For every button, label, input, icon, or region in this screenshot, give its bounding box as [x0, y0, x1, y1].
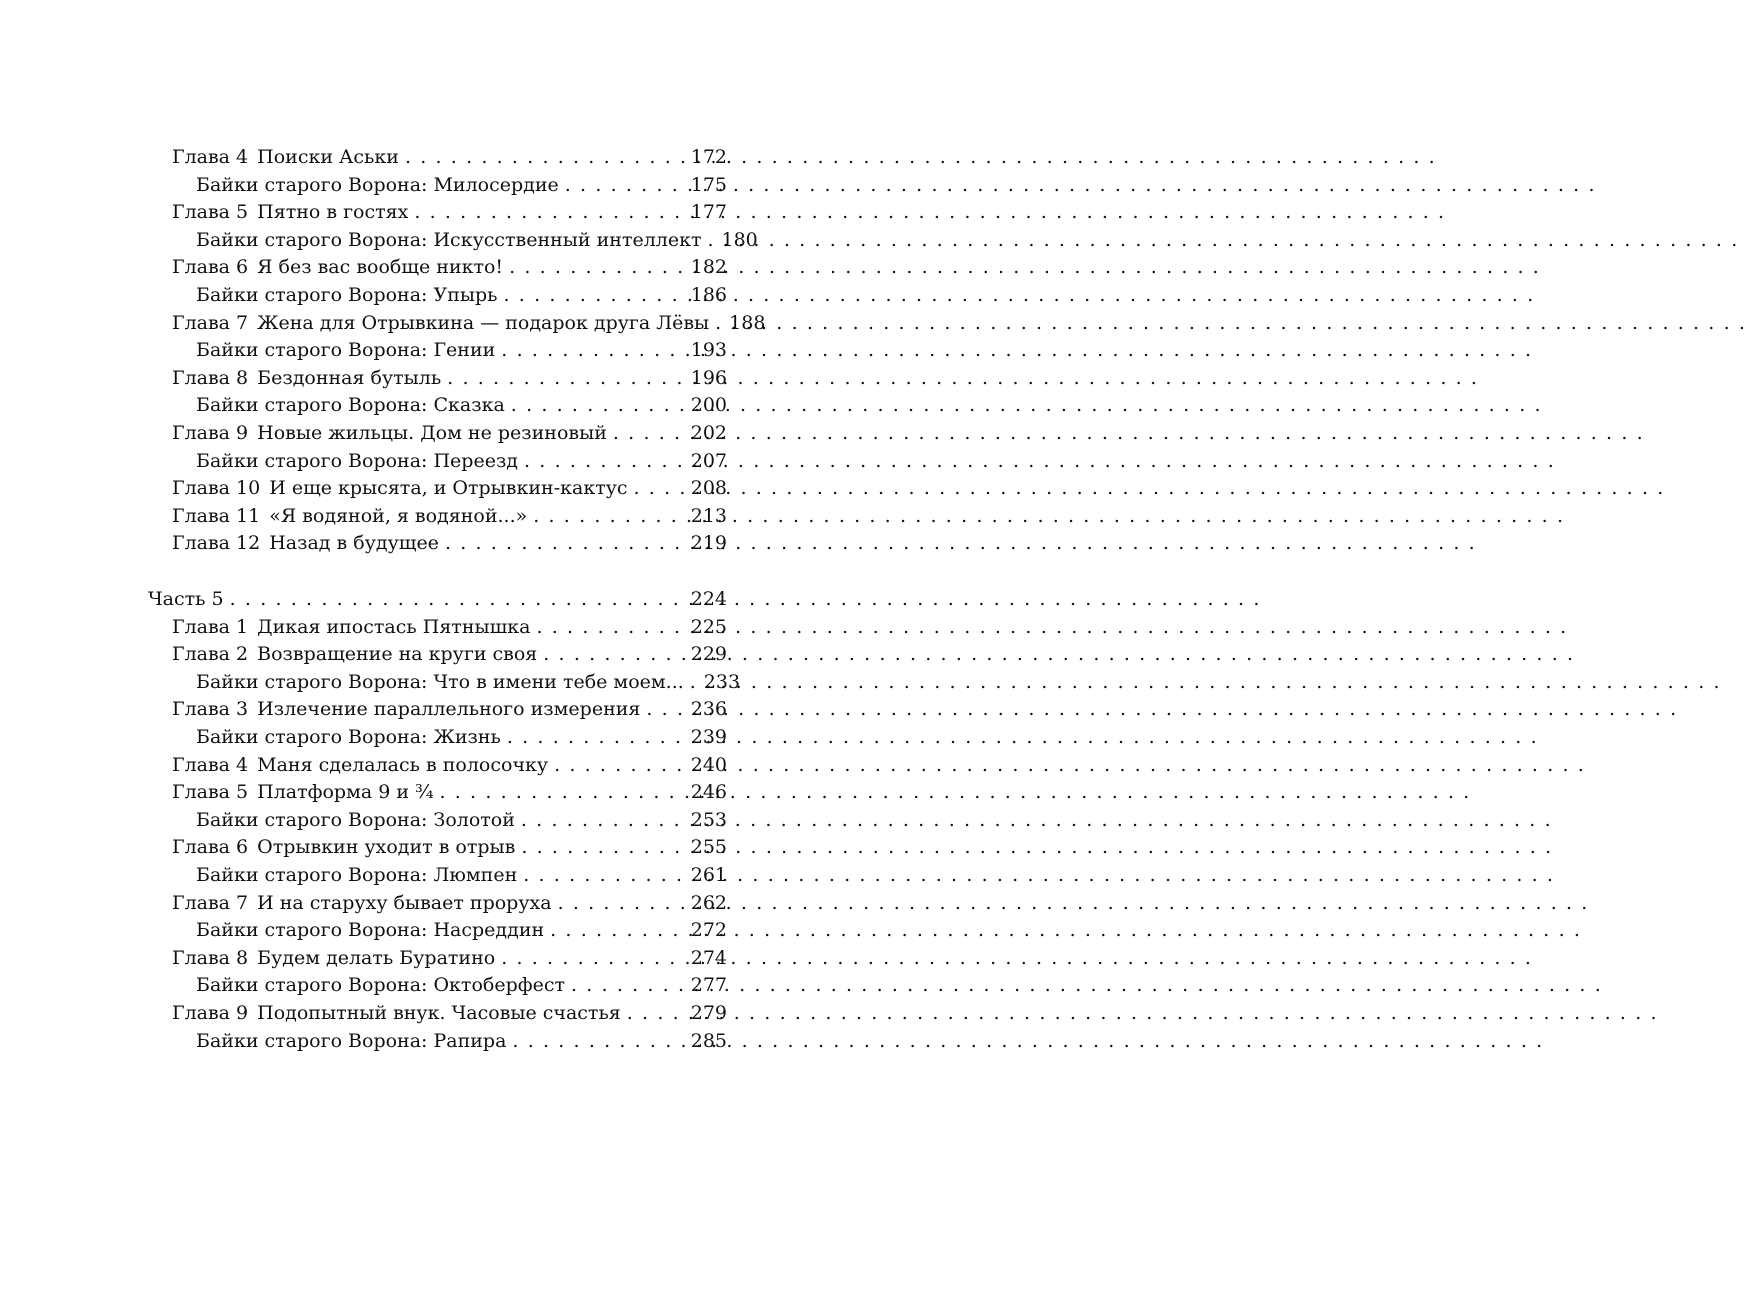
entry-title: Байки старого Ворона: Гении: [196, 339, 496, 362]
entry-page-number: 277: [690, 974, 727, 997]
dot-leader: [565, 172, 685, 200]
toc-chapter-entry: [172, 503, 727, 531]
entry-page-number: 236: [690, 698, 727, 721]
entry-label: [196, 227, 702, 255]
dot-leader: [439, 779, 684, 807]
entry-chapter-number: Глава 9: [172, 1002, 249, 1024]
entry-title: И еще крысята, и Отрывкин-кактус: [269, 477, 628, 500]
entry-label: [172, 696, 640, 724]
dot-leader: [501, 945, 685, 973]
entry-page-number: 180: [721, 228, 758, 251]
toc-chapter-entry: [172, 945, 727, 973]
toc-chapter-entry: [172, 254, 727, 282]
entry-title: Байки старого Ворона: Рапира: [196, 1029, 507, 1052]
entry-label: [172, 779, 433, 807]
entry-page-number: 253: [690, 808, 727, 831]
entry-page-number: 279: [690, 1002, 727, 1024]
entry-title: Байки старого Ворона: Переезд: [196, 449, 519, 472]
toc-story-entry: [196, 392, 727, 420]
entry-page-number: 246: [690, 781, 727, 804]
entry-title: Байки старого Ворона: Искусственный интеллект: [196, 228, 702, 251]
entry-page-number: 182: [690, 256, 727, 279]
entry-chapter-number: Глава 5: [172, 781, 249, 804]
dot-leader: [524, 448, 685, 476]
entry-chapter-number: Глава 4: [172, 753, 249, 776]
toc-chapter-entry: [172, 696, 727, 724]
dot-leader: [523, 862, 685, 890]
entry-label: [172, 614, 530, 642]
entry-page-number: 225: [690, 615, 727, 638]
entry-label: [172, 365, 441, 393]
dot-leader: [447, 365, 685, 393]
entry-title: Байки старого Ворона: Люмпен: [196, 864, 518, 886]
entry-label: [172, 752, 548, 780]
entry-label: [196, 172, 559, 200]
entry-title: Отрывкин уходит в отрыв: [257, 836, 516, 859]
dot-leader: [507, 724, 685, 752]
entry-title: «Я водяной, я водяной...»: [269, 504, 528, 527]
toc-chapter-entry: [172, 420, 727, 448]
dot-leader: [445, 530, 685, 558]
entry-label: [196, 448, 518, 476]
dot-leader: [405, 144, 685, 172]
entry-chapter-number: Глава 7: [172, 891, 249, 914]
entry-chapter-number: Глава 9: [172, 422, 249, 444]
dot-leader: [571, 972, 685, 1000]
dot-leader: [533, 503, 684, 531]
dot-leader: [230, 586, 685, 614]
entry-label: [196, 862, 517, 890]
entry-label: [172, 254, 503, 282]
entry-page-number: 255: [690, 836, 727, 859]
entry-title: Маня сделалась в полосочку: [257, 753, 549, 776]
toc-story-entry: [196, 917, 727, 945]
dot-leader: [521, 807, 685, 835]
entry-page-number: 240: [690, 753, 727, 776]
entry-label: [172, 199, 408, 227]
toc-chapter-entry: [172, 614, 727, 642]
table-of-contents: [0, 0, 845, 1312]
dot-leader: [512, 1028, 684, 1056]
entry-label: [172, 641, 537, 669]
entry-title: Поиски Аськи: [257, 146, 399, 168]
dot-leader: [558, 890, 685, 918]
entry-title: Бездонная бутыль: [257, 366, 442, 389]
toc-story-entry: [196, 448, 727, 476]
dot-leader: [414, 199, 684, 227]
entry-label: [172, 834, 515, 862]
entry-title: Байки старого Ворона: Упырь: [196, 284, 498, 306]
toc-chapter-entry: [172, 365, 727, 393]
entry-title: Часть 5: [148, 588, 224, 610]
entry-label: [172, 890, 552, 918]
entry-title: Назад в будущее: [269, 532, 439, 555]
toc-chapter-entry: [172, 834, 727, 862]
entry-label: [196, 917, 544, 945]
toc-story-entry: [196, 807, 727, 835]
dot-leader: [708, 227, 716, 255]
entry-chapter-number: Глава 8: [172, 366, 249, 389]
entry-title: И на старуху бывает проруха: [257, 891, 552, 914]
dot-leader: [690, 669, 698, 697]
entry-title: Новые жильцы. Дом не резиновый: [257, 422, 607, 444]
entry-label: [172, 144, 399, 172]
toc-chapter-entry: [172, 890, 727, 918]
entry-label: [172, 945, 495, 973]
toc-chapter-entry: [172, 1000, 727, 1028]
toc-story-entry: [196, 282, 727, 310]
entry-label: [172, 475, 628, 503]
entry-label: [148, 586, 224, 614]
entry-title: Байки старого Ворона: Золотой: [196, 808, 515, 831]
entry-page-number: 186: [690, 284, 727, 306]
dot-leader: [509, 254, 685, 282]
dot-leader: [511, 392, 685, 420]
entry-title: Жена для Отрывкина — подарок друга Лёвы: [257, 311, 710, 334]
entry-chapter-number: Глава 5: [172, 201, 249, 224]
toc-story-entry: [196, 724, 727, 752]
entry-title: Будем делать Буратино: [257, 946, 496, 969]
entry-chapter-number: Глава 6: [172, 836, 249, 859]
entry-page-number: 172: [690, 146, 727, 168]
toc-chapter-entry: [172, 199, 727, 227]
entry-chapter-number: Глава 10: [172, 477, 261, 500]
entry-label: [196, 669, 684, 697]
entry-title: Байки старого Ворона: Что в имени тебе моем...: [196, 670, 684, 693]
entry-page-number: 262: [690, 891, 727, 914]
toc-story-entry: [196, 337, 727, 365]
entry-title: Дикая ипостась Пятнышка: [257, 615, 531, 638]
entry-page-number: 224: [690, 588, 727, 610]
entry-page-number: 200: [690, 394, 727, 417]
entry-page-number: 188: [729, 311, 766, 334]
entry-title: Возвращение на круги своя: [257, 643, 538, 666]
dot-leader: [521, 834, 684, 862]
entry-title: Платформа 9 и ¾: [257, 781, 434, 804]
entry-page-number: 272: [690, 919, 727, 942]
entry-chapter-number: Глава 7: [172, 311, 249, 334]
entry-chapter-number: Глава 3: [172, 698, 249, 721]
entry-page-number: 233: [703, 670, 741, 693]
toc-chapter-entry: [172, 310, 766, 338]
entry-page-number: 261: [690, 864, 727, 886]
toc-chapter-entry: [172, 475, 727, 503]
entry-label: [196, 392, 505, 420]
entry-label: [172, 503, 527, 531]
entry-label: [196, 337, 495, 365]
dot-leader: [543, 641, 684, 669]
entry-title: Излечение параллельного измерения: [257, 698, 641, 721]
toc-chapter-entry: [172, 144, 727, 172]
toc-story-entry: [196, 669, 741, 697]
dot-leader: [536, 614, 684, 642]
entry-chapter-number: Глава 8: [172, 946, 249, 969]
dot-leader: [613, 420, 685, 448]
entry-label: [196, 1028, 506, 1056]
entry-page-number: 285: [690, 1029, 727, 1052]
entry-label: [196, 807, 515, 835]
toc-story-entry: [196, 1028, 727, 1056]
entry-title: Байки старого Ворона: Октоберфест: [196, 974, 565, 997]
entry-page-number: 213: [690, 504, 727, 527]
entry-label: [196, 724, 501, 752]
dot-leader: [504, 282, 685, 310]
toc-chapter-entry: [172, 779, 727, 807]
entry-chapter-number: Глава 12: [172, 532, 261, 555]
toc-story-entry: [196, 172, 727, 200]
dot-leader: [627, 1000, 685, 1028]
entry-title: Байки старого Ворона: Насреддин: [196, 919, 545, 942]
entry-chapter-number: Глава 1: [172, 615, 249, 638]
dot-leader: [501, 337, 684, 365]
entry-page-number: 219: [690, 532, 727, 555]
entry-page-number: 208: [690, 477, 727, 500]
entry-page-number: 207: [690, 449, 727, 472]
entry-page-number: 193: [690, 339, 727, 362]
entry-label: [172, 420, 607, 448]
entry-title: Байки старого Ворона: Сказка: [196, 394, 505, 417]
entry-page-number: 239: [690, 726, 727, 748]
entry-chapter-number: Глава 4: [172, 146, 249, 168]
toc-part-entry: [148, 586, 727, 614]
toc-story-entry: [196, 972, 727, 1000]
entry-page-number: 177: [690, 201, 727, 224]
dot-leader: [715, 310, 723, 338]
toc-story-entry: [196, 227, 758, 255]
entry-label: [172, 310, 709, 338]
entry-label: [196, 972, 565, 1000]
toc-chapter-entry: [172, 752, 727, 780]
entry-chapter-number: Глава 11: [172, 504, 261, 527]
entry-page-number: 175: [690, 173, 727, 196]
entry-title: Пятно в гостях: [257, 201, 409, 224]
dot-leader: [634, 475, 685, 503]
toc-story-entry: [196, 862, 727, 890]
entry-page-number: 229: [690, 643, 727, 666]
dot-leader: [550, 917, 685, 945]
toc-chapter-entry: [172, 641, 727, 669]
entry-page-number: 202: [690, 422, 727, 444]
entry-page-number: 274: [690, 946, 727, 969]
entry-title: Я без вас вообще никто!: [257, 256, 504, 279]
entry-title: Байки старого Ворона: Жизнь: [196, 726, 501, 748]
entry-chapter-number: Глава 2: [172, 643, 249, 666]
toc-chapter-entry: [172, 530, 727, 558]
entry-label: [196, 282, 498, 310]
dot-leader: [554, 752, 685, 780]
entry-page-number: 196: [690, 366, 727, 389]
entry-chapter-number: Глава 6: [172, 256, 249, 279]
dot-leader: [646, 696, 684, 724]
entry-title: Байки старого Ворона: Милосердие: [196, 173, 559, 196]
entry-title: Подопытный внук. Часовые счастья: [257, 1002, 621, 1024]
entry-label: [172, 530, 439, 558]
entry-label: [172, 1000, 621, 1028]
